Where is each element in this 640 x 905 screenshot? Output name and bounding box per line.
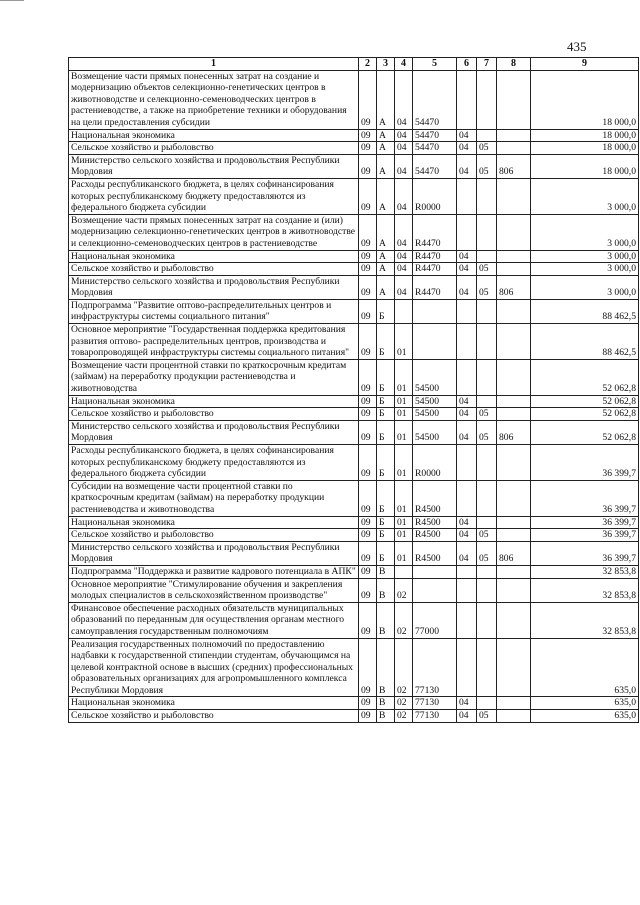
description-cell: Сельское хозяйство и рыболовство <box>69 263 359 276</box>
code-cell: 09 <box>359 445 377 481</box>
column-header: 6 <box>457 58 477 71</box>
code-cell: Б <box>377 299 395 323</box>
code-cell <box>395 565 413 578</box>
amount-cell: 52 062,8 <box>531 420 639 444</box>
code-cell: 05 <box>477 408 497 421</box>
code-cell: Б <box>377 529 395 542</box>
code-cell: А <box>377 70 395 129</box>
code-cell <box>413 565 457 578</box>
code-cell: 02 <box>395 578 413 602</box>
code-cell: Б <box>377 480 395 516</box>
description-cell: Субсидии на возмещение части процентной ставки по краткосрочным кредитам (займам) на переработку продукции растениеводства и животноводства <box>69 480 359 516</box>
table-row <box>69 602 639 638</box>
code-cell: 04 <box>457 541 477 565</box>
column-header: 2 <box>359 58 377 71</box>
code-cell <box>477 395 497 408</box>
code-cell: 09 <box>359 565 377 578</box>
code-cell: 09 <box>359 578 377 602</box>
code-cell: 09 <box>359 214 377 250</box>
description-cell: Расходы республиканского бюджета, в целях софинансирования которых республиканскому бюджету предоставляются из федерального бюджета субсидии <box>69 445 359 481</box>
code-cell: 01 <box>395 445 413 481</box>
code-cell: 01 <box>395 420 413 444</box>
code-cell: 806 <box>497 541 531 565</box>
code-cell <box>497 178 531 214</box>
amount-cell: 36 399,7 <box>531 516 639 529</box>
description-cell: Расходы республиканского бюджета, в целях софинансирования которых республиканскому бюджету предоставляются из федерального бюджета субсидии <box>69 178 359 214</box>
code-cell: 09 <box>359 710 377 723</box>
code-cell: 77000 <box>413 602 457 638</box>
code-cell: 806 <box>497 420 531 444</box>
description-cell: Сельское хозяйство и рыболовство <box>69 710 359 723</box>
code-cell: 01 <box>395 324 413 360</box>
code-cell: 01 <box>395 408 413 421</box>
code-cell: 09 <box>359 420 377 444</box>
code-cell <box>497 359 531 395</box>
code-cell: 09 <box>359 697 377 710</box>
code-cell <box>497 324 531 360</box>
code-cell: 04 <box>457 275 477 299</box>
code-cell <box>497 565 531 578</box>
code-cell: 09 <box>359 408 377 421</box>
code-cell <box>497 602 531 638</box>
description-cell: Подпрограмма "Развитие оптово-распределительных центров и инфраструктуры системы социального питания" <box>69 299 359 323</box>
code-cell: 05 <box>477 154 497 178</box>
column-header: 1 <box>69 58 359 71</box>
description-cell: Основное мероприятие "Государственная поддержка кредитования развития оптово- распределительных центров, производства и товаропроводящей инфраструктуры системы социального питания" <box>69 324 359 360</box>
code-cell: 01 <box>395 359 413 395</box>
amount-cell: 635,0 <box>531 697 639 710</box>
code-cell: R4470 <box>413 263 457 276</box>
amount-cell: 52 062,8 <box>531 408 639 421</box>
amount-cell: 3 000,0 <box>531 263 639 276</box>
code-cell <box>497 445 531 481</box>
code-cell <box>497 395 531 408</box>
code-cell: R4470 <box>413 275 457 299</box>
amount-cell: 88 462,5 <box>531 299 639 323</box>
code-cell <box>477 324 497 360</box>
column-header: 3 <box>377 58 395 71</box>
table-row <box>69 275 639 299</box>
code-cell: Б <box>377 420 395 444</box>
page-number: 435 <box>567 39 587 54</box>
code-cell: 77130 <box>413 710 457 723</box>
code-cell: R0000 <box>413 178 457 214</box>
code-cell <box>497 263 531 276</box>
code-cell: 01 <box>395 516 413 529</box>
code-cell: В <box>377 602 395 638</box>
code-cell <box>413 324 457 360</box>
table-row <box>69 142 639 155</box>
code-cell: R4470 <box>413 250 457 263</box>
code-cell: 04 <box>457 529 477 542</box>
description-cell: Сельское хозяйство и рыболовство <box>69 529 359 542</box>
amount-cell: 88 462,5 <box>531 324 639 360</box>
code-cell: 04 <box>457 129 477 142</box>
code-cell <box>497 480 531 516</box>
code-cell <box>457 602 477 638</box>
code-cell <box>477 445 497 481</box>
code-cell: 01 <box>395 480 413 516</box>
code-cell: 04 <box>395 129 413 142</box>
code-cell: 04 <box>395 178 413 214</box>
column-header: 8 <box>497 58 531 71</box>
code-cell: 05 <box>477 710 497 723</box>
code-cell <box>457 578 477 602</box>
table-row <box>69 395 639 408</box>
description-cell: Министерство сельского хозяйства и продовольствия Республики Мордовия <box>69 154 359 178</box>
code-cell <box>477 638 497 697</box>
code-cell: 04 <box>395 263 413 276</box>
description-cell: Сельское хозяйство и рыболовство <box>69 408 359 421</box>
code-cell <box>477 129 497 142</box>
description-cell: Министерство сельского хозяйства и продовольствия Республики Мордовия <box>69 541 359 565</box>
code-cell: 77130 <box>413 638 457 697</box>
code-cell: А <box>377 263 395 276</box>
table-row <box>69 359 639 395</box>
code-cell: 04 <box>395 154 413 178</box>
description-cell: Возмещение части процентной ставки по краткосрочным кредитам (займам) на переработку продукции растениеводства и животноводства <box>69 359 359 395</box>
table-row <box>69 263 639 276</box>
table-row <box>69 578 639 602</box>
code-cell <box>457 324 477 360</box>
description-cell: Сельское хозяйство и рыболовство <box>69 142 359 155</box>
table-row <box>69 214 639 250</box>
code-cell: 09 <box>359 142 377 155</box>
code-cell: 05 <box>477 263 497 276</box>
code-cell <box>497 214 531 250</box>
column-header: 9 <box>531 58 639 71</box>
code-cell <box>477 516 497 529</box>
amount-cell: 32 853,8 <box>531 602 639 638</box>
code-cell: 04 <box>457 697 477 710</box>
code-cell: 09 <box>359 129 377 142</box>
code-cell <box>413 299 457 323</box>
code-cell: 09 <box>359 178 377 214</box>
amount-cell: 3 000,0 <box>531 178 639 214</box>
code-cell <box>477 697 497 710</box>
code-cell: 04 <box>457 263 477 276</box>
code-cell <box>477 359 497 395</box>
code-cell: 54470 <box>413 129 457 142</box>
code-cell <box>457 214 477 250</box>
code-cell <box>477 299 497 323</box>
code-cell <box>477 250 497 263</box>
budget-table <box>68 57 639 723</box>
code-cell: 09 <box>359 638 377 697</box>
code-cell: 09 <box>359 541 377 565</box>
code-cell: А <box>377 129 395 142</box>
code-cell: В <box>377 697 395 710</box>
table-row <box>69 420 639 444</box>
table-header-row <box>69 58 639 71</box>
description-cell: Министерство сельского хозяйства и продовольствия Республики Мордовия <box>69 420 359 444</box>
code-cell <box>457 178 477 214</box>
table-row <box>69 710 639 723</box>
code-cell: 09 <box>359 602 377 638</box>
code-cell <box>497 697 531 710</box>
code-cell: 54470 <box>413 70 457 129</box>
table-body <box>69 70 639 722</box>
top-scan-mark <box>0 0 24 1</box>
code-cell: В <box>377 638 395 697</box>
code-cell: В <box>377 565 395 578</box>
column-header: 5 <box>413 58 457 71</box>
code-cell <box>457 565 477 578</box>
code-cell: 09 <box>359 395 377 408</box>
code-cell <box>477 480 497 516</box>
code-cell: В <box>377 710 395 723</box>
code-cell: 02 <box>395 697 413 710</box>
code-cell <box>457 445 477 481</box>
code-cell: 04 <box>395 275 413 299</box>
code-cell: R4500 <box>413 480 457 516</box>
code-cell <box>477 578 497 602</box>
code-cell <box>395 299 413 323</box>
code-cell: 04 <box>457 710 477 723</box>
table-row <box>69 565 639 578</box>
code-cell: 54500 <box>413 395 457 408</box>
code-cell: Б <box>377 516 395 529</box>
code-cell <box>457 638 477 697</box>
amount-cell: 36 399,7 <box>531 480 639 516</box>
code-cell: 04 <box>457 420 477 444</box>
code-cell: R0000 <box>413 445 457 481</box>
code-cell: 04 <box>457 408 477 421</box>
description-cell: Подпрограмма "Поддержка и развитие кадрового потенциала в АПК" <box>69 565 359 578</box>
code-cell: 806 <box>497 275 531 299</box>
code-cell: 05 <box>477 142 497 155</box>
code-cell: 77130 <box>413 697 457 710</box>
amount-cell: 18 000,0 <box>531 142 639 155</box>
description-cell: Основное мероприятие "Стимулирование обучения и закрепления молодых специалистов в сельскохозяйственном производстве" <box>69 578 359 602</box>
code-cell: В <box>377 578 395 602</box>
code-cell <box>457 299 477 323</box>
code-cell: 04 <box>395 214 413 250</box>
table-row <box>69 154 639 178</box>
amount-cell: 36 399,7 <box>531 529 639 542</box>
table-row <box>69 299 639 323</box>
amount-cell: 52 062,8 <box>531 395 639 408</box>
description-cell: Национальная экономика <box>69 697 359 710</box>
code-cell: 09 <box>359 480 377 516</box>
description-cell: Национальная экономика <box>69 129 359 142</box>
code-cell: 04 <box>395 250 413 263</box>
code-cell: 04 <box>457 250 477 263</box>
table-row <box>69 70 639 129</box>
code-cell: 54500 <box>413 420 457 444</box>
description-cell: Возмещение части прямых понесенных затрат на создание и (или) модернизацию селекционно-генетических центров в животноводстве и селекционно-семеноводческих центров в растениеводстве <box>69 214 359 250</box>
code-cell <box>497 70 531 129</box>
table-row <box>69 324 639 360</box>
table-row <box>69 529 639 542</box>
code-cell <box>497 408 531 421</box>
amount-cell: 635,0 <box>531 638 639 697</box>
description-cell: Национальная экономика <box>69 250 359 263</box>
code-cell <box>477 178 497 214</box>
table-row <box>69 541 639 565</box>
code-cell <box>497 250 531 263</box>
code-cell: R4500 <box>413 541 457 565</box>
table-row <box>69 516 639 529</box>
amount-cell: 18 000,0 <box>531 154 639 178</box>
code-cell <box>497 129 531 142</box>
description-cell: Национальная экономика <box>69 516 359 529</box>
code-cell: А <box>377 142 395 155</box>
code-cell: 09 <box>359 263 377 276</box>
code-cell <box>477 214 497 250</box>
description-cell: Финансовое обеспечение расходных обязательств муниципальных образований по переданным для осуществления органам местного самоуправления государственным полномочиям <box>69 602 359 638</box>
description-cell: Министерство сельского хозяйства и продовольствия Республики Мордовия <box>69 275 359 299</box>
amount-cell: 18 000,0 <box>531 129 639 142</box>
amount-cell: 18 000,0 <box>531 70 639 129</box>
code-cell: Б <box>377 408 395 421</box>
amount-cell: 32 853,8 <box>531 565 639 578</box>
code-cell <box>457 359 477 395</box>
amount-cell: 3 000,0 <box>531 275 639 299</box>
code-cell: 04 <box>457 154 477 178</box>
code-cell: 09 <box>359 324 377 360</box>
table-row <box>69 638 639 697</box>
code-cell <box>413 578 457 602</box>
code-cell: 806 <box>497 154 531 178</box>
table-row <box>69 697 639 710</box>
column-header: 7 <box>477 58 497 71</box>
code-cell: 09 <box>359 275 377 299</box>
code-cell: 09 <box>359 529 377 542</box>
code-cell: А <box>377 250 395 263</box>
table-row <box>69 480 639 516</box>
code-cell <box>497 529 531 542</box>
amount-cell: 36 399,7 <box>531 541 639 565</box>
description-cell: Реализация государственных полномочий по предоставлению надбавки к государственной стипендии студентам, обучающимся на целевой контрактной основе в высших (средних) профессиональных образовательных организациях для агропромышленного комплекса Республики Мордовия <box>69 638 359 697</box>
code-cell: 01 <box>395 541 413 565</box>
code-cell <box>497 299 531 323</box>
code-cell <box>457 480 477 516</box>
code-cell <box>497 638 531 697</box>
code-cell: 05 <box>477 275 497 299</box>
code-cell: 01 <box>395 395 413 408</box>
code-cell: 54470 <box>413 154 457 178</box>
code-cell: 05 <box>477 541 497 565</box>
amount-cell: 3 000,0 <box>531 214 639 250</box>
amount-cell: 635,0 <box>531 710 639 723</box>
code-cell <box>497 710 531 723</box>
code-cell <box>497 516 531 529</box>
code-cell: 09 <box>359 299 377 323</box>
code-cell: 04 <box>395 142 413 155</box>
code-cell: 02 <box>395 638 413 697</box>
amount-cell: 3 000,0 <box>531 250 639 263</box>
column-header: 4 <box>395 58 413 71</box>
table-row <box>69 129 639 142</box>
code-cell <box>457 70 477 129</box>
code-cell: 04 <box>457 516 477 529</box>
code-cell: 09 <box>359 359 377 395</box>
table-row <box>69 250 639 263</box>
amount-cell: 32 853,8 <box>531 578 639 602</box>
code-cell: 04 <box>457 395 477 408</box>
table-row <box>69 408 639 421</box>
code-cell: 54500 <box>413 359 457 395</box>
code-cell: 54500 <box>413 408 457 421</box>
table-row <box>69 445 639 481</box>
code-cell: А <box>377 275 395 299</box>
code-cell: 09 <box>359 154 377 178</box>
amount-cell: 52 062,8 <box>531 359 639 395</box>
code-cell: R4500 <box>413 529 457 542</box>
code-cell: 54470 <box>413 142 457 155</box>
code-cell: Б <box>377 445 395 481</box>
code-cell: 09 <box>359 516 377 529</box>
code-cell: 04 <box>457 142 477 155</box>
code-cell: А <box>377 154 395 178</box>
code-cell: 05 <box>477 420 497 444</box>
code-cell: 09 <box>359 70 377 129</box>
code-cell: 02 <box>395 710 413 723</box>
code-cell: А <box>377 214 395 250</box>
description-cell: Возмещение части прямых понесенных затрат на создание и модернизацию объектов селекционно-генетических центров в животноводстве и селекционно-семеноводческих центров в растениеводстве, а также на приобретение техники и оборудования на цели предоставления субсидии <box>69 70 359 129</box>
code-cell: Б <box>377 541 395 565</box>
code-cell: 01 <box>395 529 413 542</box>
code-cell: 09 <box>359 250 377 263</box>
code-cell <box>477 70 497 129</box>
code-cell <box>477 565 497 578</box>
code-cell: Б <box>377 324 395 360</box>
code-cell: 05 <box>477 529 497 542</box>
code-cell: 02 <box>395 602 413 638</box>
code-cell: А <box>377 178 395 214</box>
code-cell: R4470 <box>413 214 457 250</box>
code-cell <box>477 602 497 638</box>
table-row <box>69 178 639 214</box>
code-cell: Б <box>377 395 395 408</box>
code-cell: R4500 <box>413 516 457 529</box>
amount-cell: 36 399,7 <box>531 445 639 481</box>
code-cell: 04 <box>395 70 413 129</box>
code-cell <box>497 578 531 602</box>
code-cell <box>497 142 531 155</box>
code-cell: Б <box>377 359 395 395</box>
description-cell: Национальная экономика <box>69 395 359 408</box>
